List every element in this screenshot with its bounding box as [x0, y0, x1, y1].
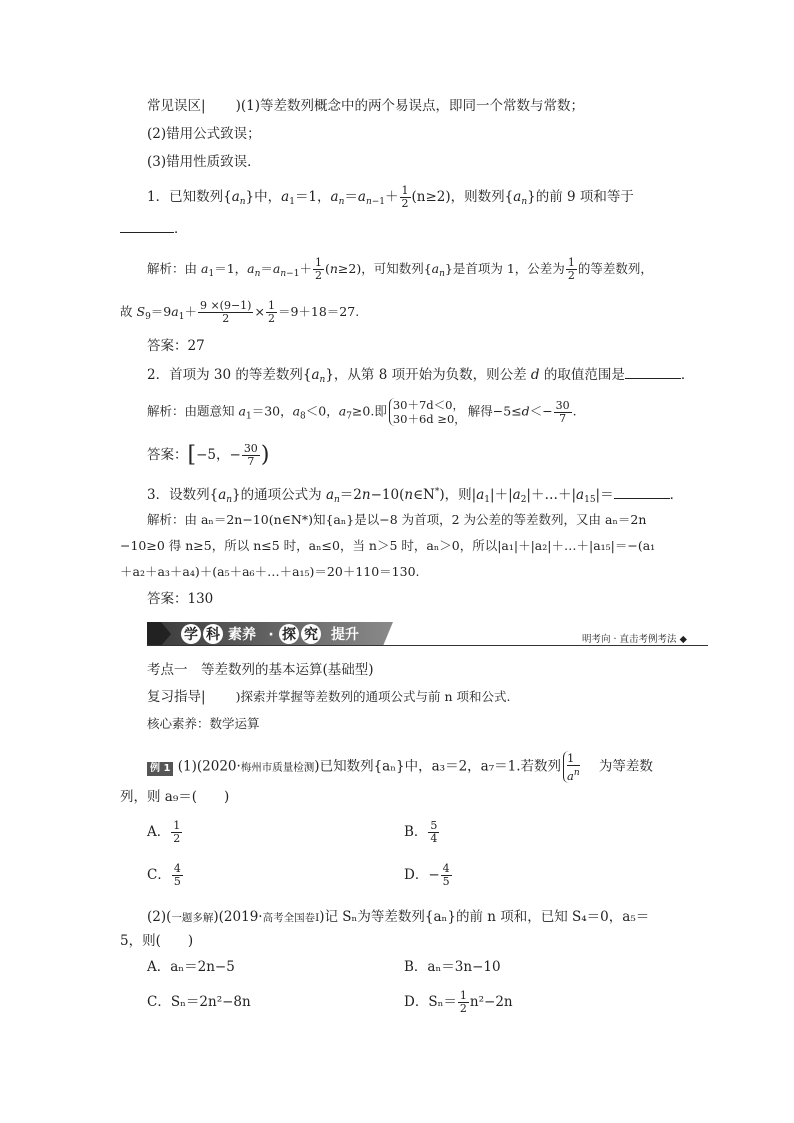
error-item-1: )(1)等差数列概念中的两个易误点，即同一个常数与常数；	[235, 98, 584, 114]
section-banner	[147, 622, 393, 646]
answer-3: 答案：130	[147, 591, 214, 607]
blank-line	[625, 366, 681, 379]
option-c-2[interactable]: C．Sₙ＝2n²−8n	[147, 994, 251, 1010]
fraction-half: $\frac{1}{2}$	[314, 256, 322, 282]
banner-char-3: 素养	[228, 627, 256, 643]
sequence-braces: $\frac{1}{a^n}$	[563, 751, 580, 783]
question-3: 3．设数列$\{a_n\}$的通项公式为 $a_n=2n-10(n\in N^*)$，则$|a_1|+|a_2|+\dots+|a_{15}|=$ ．	[147, 487, 684, 505]
option-d-2[interactable]: D．Sₙ＝ $\frac{1}{2}$ n²−2n	[404, 989, 513, 1015]
banner-char-4: ·	[268, 627, 274, 643]
review-guidance: 复习指导| )探索并掌握等差数列的通项公式与前 n 项和公式.	[147, 689, 511, 705]
topic-heading: 考点一 等差数列的基本运算(基础型)	[147, 662, 374, 678]
common-errors-line	[147, 97, 584, 115]
question-2: 2．首项为 30 的等差数列$\{a_n\}$，从第 8 项开始为负数，则公差 d 的取值范围是 ．	[147, 367, 695, 385]
example-1-part-2: (2)(一题多解)(2019·高考全国卷Ⅰ)记 Sₙ为等差数列{aₙ}的前 n 项和，已知 S₄＝0，a₅＝	[147, 909, 650, 925]
answer-1: 答案：27	[147, 338, 205, 354]
blank-line	[120, 220, 174, 233]
banner-char-6: 究	[304, 627, 318, 643]
banner-char-1: 学	[184, 627, 198, 643]
solution-1-line-2: 故 $S_9=9a_1+$ $\frac{9 \times(9-1)}{2}$ × $\frac{1}{2}$ ＝9＋18＝27.	[120, 299, 360, 325]
banner-char-5: 探	[282, 627, 296, 643]
error-item-3: (3)错用性质致误．	[147, 154, 261, 170]
solution-3-line-2: −10≥0 得 n≥5，所以 n≤5 时，aₙ≤0，当 n＞5 时，aₙ＞0，所以|a₁|＋|a₂|＋…＋|a₁₅|＝−(a₁	[120, 538, 656, 553]
fraction-half: $\frac{1}{2}$	[567, 256, 575, 282]
answer-2: 答案：[−5，− $\frac{30}{7}$ )	[147, 442, 270, 468]
example-1-part-1-cont: 列，则 a₉＝( )	[120, 789, 230, 805]
fraction-sum: $\frac{9 \times(9-1)}{2}$	[199, 299, 252, 325]
option-b[interactable]: B． $\frac{5}{4}$	[404, 819, 438, 845]
example-1-part-1: 例 1 (1)(2020·梅州市质量检测)已知数列{aₙ}中，a₃＝2，a₇＝1.若数列 $\frac{1}{a^n}$ 为等差数	[147, 751, 653, 783]
option-d[interactable]: D．− $\frac{4}{5}$	[404, 862, 450, 888]
fraction-30-7: $\frac{30}{7}$	[555, 398, 570, 425]
option-a-2[interactable]: A．aₙ＝2n−5	[147, 959, 235, 975]
core-literacy: 核心素养：数学运算	[147, 716, 260, 731]
banner-char-7: 提升	[331, 627, 359, 643]
example-1-part-2-cont: 5，则( )	[120, 933, 194, 949]
common-errors-label: 常见误区|	[147, 98, 206, 114]
option-c[interactable]: C． $\frac{4}{5}$	[147, 862, 181, 888]
solution-3-line-3: ＋a₂＋a₃＋a₄)＋(a₅＋a₆＋…＋a₁₅)＝20＋110＝130.	[120, 564, 420, 579]
option-b-2[interactable]: B．aₙ＝3n−10	[404, 959, 501, 975]
solution-2: 解析：由题意知 $a_1=30$，$a_8<0$，$a_7\ge 0$.即 30＋7d＜0， 30＋6d ≥0， 解得−5≤d＜− $\frac{30}{7}$ .	[147, 398, 577, 426]
banner-subtitle: 明考向 · 直击考例考法 ◆	[582, 634, 687, 645]
banner-char-2: 科	[206, 627, 220, 643]
fraction-30-7: $\frac{30}{7}$	[243, 442, 258, 468]
solution-3-line-1: 解析：由 aₙ＝2n−10(n∈N*)知{aₙ}是以−8 为首项，2 为公差的等差数列，又由 aₙ＝2n	[147, 512, 647, 527]
option-a[interactable]: A． $\frac{1}{2}$	[147, 819, 181, 845]
question-1: 1．已知数列$\{a_n\}$中，$a_1=1$，$a_n=a_{n-1}+$ $\frac{1}{2}$ (n≥2)，则数列$\{a_n\}$的前 9 项和等于	[147, 184, 634, 210]
answer-blank-1: ．	[120, 220, 188, 238]
fraction-half: $\frac{1}{2}$	[267, 299, 275, 325]
example-tag: 例 1	[147, 762, 173, 776]
section-rule	[147, 645, 708, 646]
solution-1-line-1: 解析：由 $a_1=1$，$a_n=a_{n-1}+$ $\frac{1}{2}$ (n≥2)，可知数列$\{a_n\}$是首项为 1，公差为 $\frac{1}{2}$ 的等差数列，	[147, 256, 653, 282]
inequality-system: 30＋7d＜0， 30＋6d ≥0，	[389, 398, 466, 426]
fraction-half: $\frac{1}{2}$	[401, 184, 409, 210]
blank-line	[614, 486, 670, 499]
error-item-2: (2)错用公式致误；	[147, 126, 261, 142]
